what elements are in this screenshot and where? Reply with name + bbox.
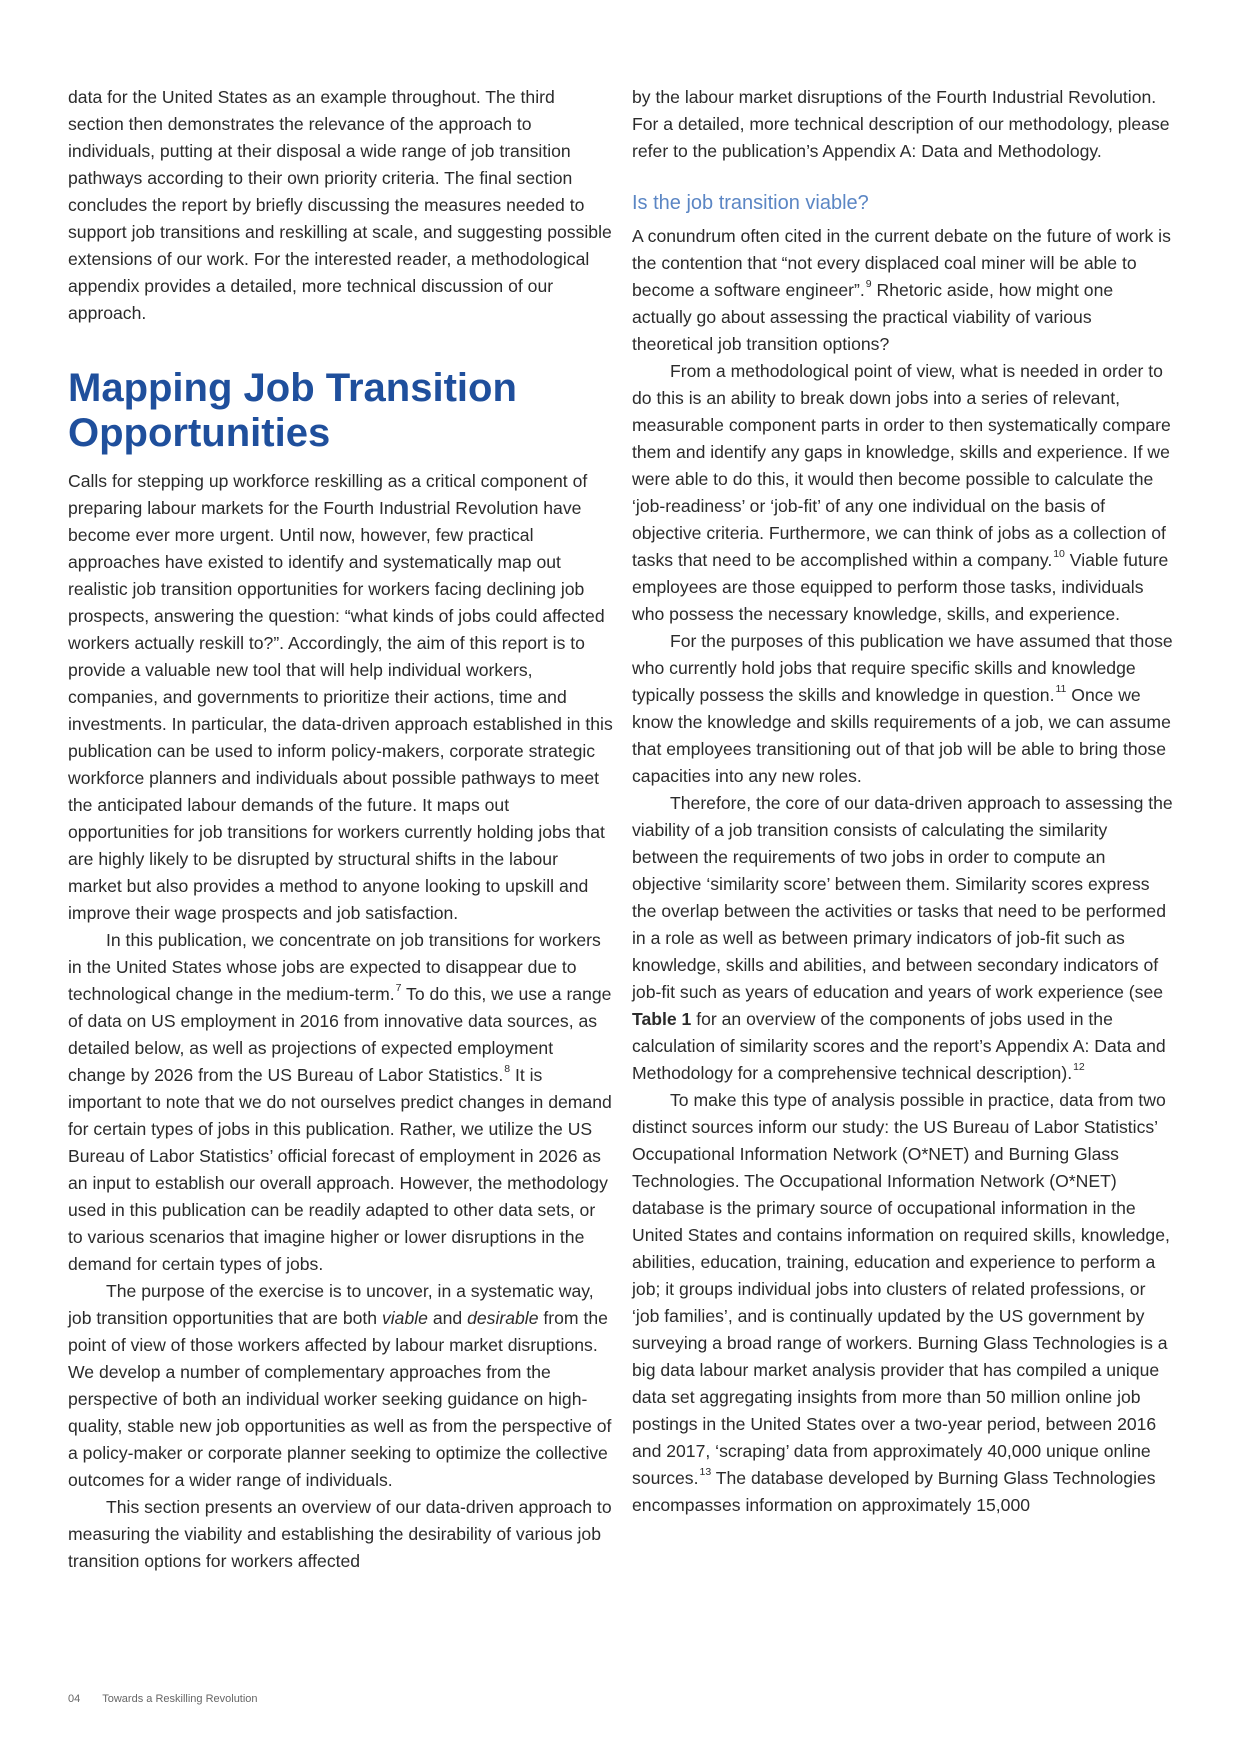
right-paragraph-4: Therefore, the core of our data-driven approach to assessing the viability of a job transition consists of calculating the similarity between the requirements of two jobs in order to compute an objective ‘similarity score’ between them. Similarity scores express the overlap between the activities or tasks that need to be performed in a role as well as between primary indicators of job-fit such as knowledge, skills and abilities, and between secondary indicators of job-fit such as years of education and years of work experience (see Table 1 for an overview of the components of jobs used in the calculation of similarity scores and the report’s Appendix A: Data and Methodology for a comprehensive technical description).$^{12}$ bbox=[632, 793, 1173, 1083]
right-paragraph-5: To make this type of analysis possible in practice, data from two distinct sources inform our study: the US Bureau of Labor Statistics’ Occupational Information Network (O*NET) and Burning Glass Technologies. The Occupational Information Network (O*NET) database is the primary source of occupational information in the United States and contains information on required skills, knowledge, abilities, education, training, education and experience to perform a job; it groups individual jobs into clusters of related professions, or ‘job families’, and is continually updated by the US government by surveying a broad range of workers. Burning Glass Technologies is a big data labour market analysis provider that has compiled a unique data set aggregating insights from more than 50 million online job postings in the United States over a two-year period, between 2016 and 2017, ‘scraping’ data from approximately 40,000 unique online sources.$^{13}$ The database developed by Burning Glass Technologies encompasses information on approximately 15,000 bbox=[632, 1090, 1170, 1515]
footnote-ref-8: 8 bbox=[504, 1063, 511, 1075]
footnote-ref-11: 11 bbox=[1055, 683, 1067, 695]
left-paragraph-4: This section presents an overview of our data-driven approach to measuring the viability and establishing the desirability of various job transition options for workers affected bbox=[68, 1497, 612, 1571]
footnote-ref-7: 7 bbox=[395, 982, 402, 994]
right-paragraph-2: From a methodological point of view, what is needed in order to do this is an ability to break down jobs into a series of relevant, measurable component parts in order to then systematically compare them and identify any gaps in knowledge, skills and experience. If we were able to do this, it would then become possible to calculate the ‘job-readiness’ or ‘job-fit’ of any one individual on the basis of objective criteria. Furthermore, we can think of jobs as a collection of tasks that need to be accomplished within a company.$^{10}$ Viable future employees are those equipped to perform those tasks, individuals who possess the necessary knowledge, skills, and experience. bbox=[632, 361, 1171, 624]
right-column bbox=[632, 84, 1177, 1519]
table-1-reference: Table 1 bbox=[632, 1009, 692, 1029]
emphasis-viable: viable bbox=[381, 1308, 428, 1328]
publication-title: Towards a Reskilling Revolution bbox=[102, 1693, 258, 1705]
left-paragraph-3: The purpose of the exercise is to uncover, in a systematic way, job transition opportunities that are both viable and desirable from the point of view of those workers affected by labour market disruptions. We develop a number of complementary approaches from the perspective of both an individual worker seeking guidance on high-quality, stable new job opportunities as well as from the perspective of a policy-maker or corporate planner seeking to optimize the collective outcomes for a wider range of individuals. bbox=[68, 1281, 612, 1490]
left-intro-paragraph: data for the United States as an example throughout. The third section then demonstrates the relevance of the approach to individuals, putting at their disposal a wide range of job transition pathways according to their own priority criteria. The final section concludes the report by briefly discussing the measures needed to support job transitions and reskilling at scale, and suggesting possible extensions of our work. For the interested reader, a methodological appendix provides a detailed, more technical discussion of our approach. bbox=[68, 87, 612, 323]
footnote-ref-12: 12 bbox=[1073, 1061, 1085, 1073]
footnote-ref-10: 10 bbox=[1053, 548, 1065, 560]
section-heading: Mapping Job Transition Opportunities bbox=[68, 366, 517, 455]
page-footer bbox=[68, 1693, 258, 1705]
left-paragraph-2: In this publication, we concentrate on job transitions for workers in the United States whose jobs are expected to disappear due to technological change in the medium-term.$^7$ To do this, we use a range of data on US employment in 2016 from innovative data sources, as detailed below, as well as projections of expected employment change by 2026 from the US Bureau of Labor Statistics.$^8$ It is important to note that we do not ourselves predict changes in demand for certain types of jobs in this publication. Rather, we utilize the US Bureau of Labor Statistics’ official forecast of employment in 2026 as an input to establish our overall approach. However, the methodology used in this publication can be readily adapted to other data sets, or to various scenarios that imagine higher or lower disruptions in the demand for certain types of jobs. bbox=[68, 930, 612, 1274]
right-paragraph-1: A conundrum often cited in the current debate on the future of work is the contention that “not every displaced coal miner will be able to become a software engineer”.$^9$ Rhetoric aside, how might one actually go about assessing the practical viability of various theoretical job transition options? bbox=[632, 226, 1171, 354]
left-column bbox=[68, 84, 613, 1575]
right-intro-paragraph: by the labour market disruptions of the Fourth Industrial Revolution. For a detailed, more technical description of our methodology, please refer to the publication’s Appendix A: Data and Methodology. bbox=[632, 87, 1170, 161]
footnote-ref-9: 9 bbox=[865, 278, 872, 290]
footnote-ref-13: 13 bbox=[699, 1466, 712, 1478]
page-number: 04 bbox=[68, 1693, 81, 1705]
subsection-heading: Is the job transition viable? bbox=[632, 192, 869, 214]
left-paragraph-1: Calls for stepping up workforce reskilling as a critical component of preparing labour markets for the Fourth Industrial Revolution have become ever more urgent. Until now, however, few practical approaches have existed to identify and systematically map out realistic job transition opportunities for workers facing declining job prospects, answering the question: “what kinds of jobs could affected workers actually reskill to?”. Accordingly, the aim of this report is to provide a valuable new tool that will help individual workers, companies, and governments to prioritize their actions, time and investments. In particular, the data-driven approach established in this publication can be used to inform policy-makers, corporate strategic workforce planners and individuals about possible pathways to meet the anticipated labour demands of the future. It maps out opportunities for job transitions for workers currently holding jobs that are highly likely to be disrupted by structural shifts in the labour market but also provides a method to anyone looking to upskill and improve their wage prospects and job satisfaction. bbox=[68, 471, 613, 923]
emphasis-desirable: desirable bbox=[467, 1308, 539, 1328]
right-paragraph-3: For the purposes of this publication we have assumed that those who currently hold jobs that require specific skills and knowledge typically possess the skills and knowledge in question.$^{11}$ Once we know the knowledge and skills requirements of a job, we can assume that employees transitioning out of that job will be able to bring those capacities into any new roles. bbox=[632, 631, 1173, 786]
